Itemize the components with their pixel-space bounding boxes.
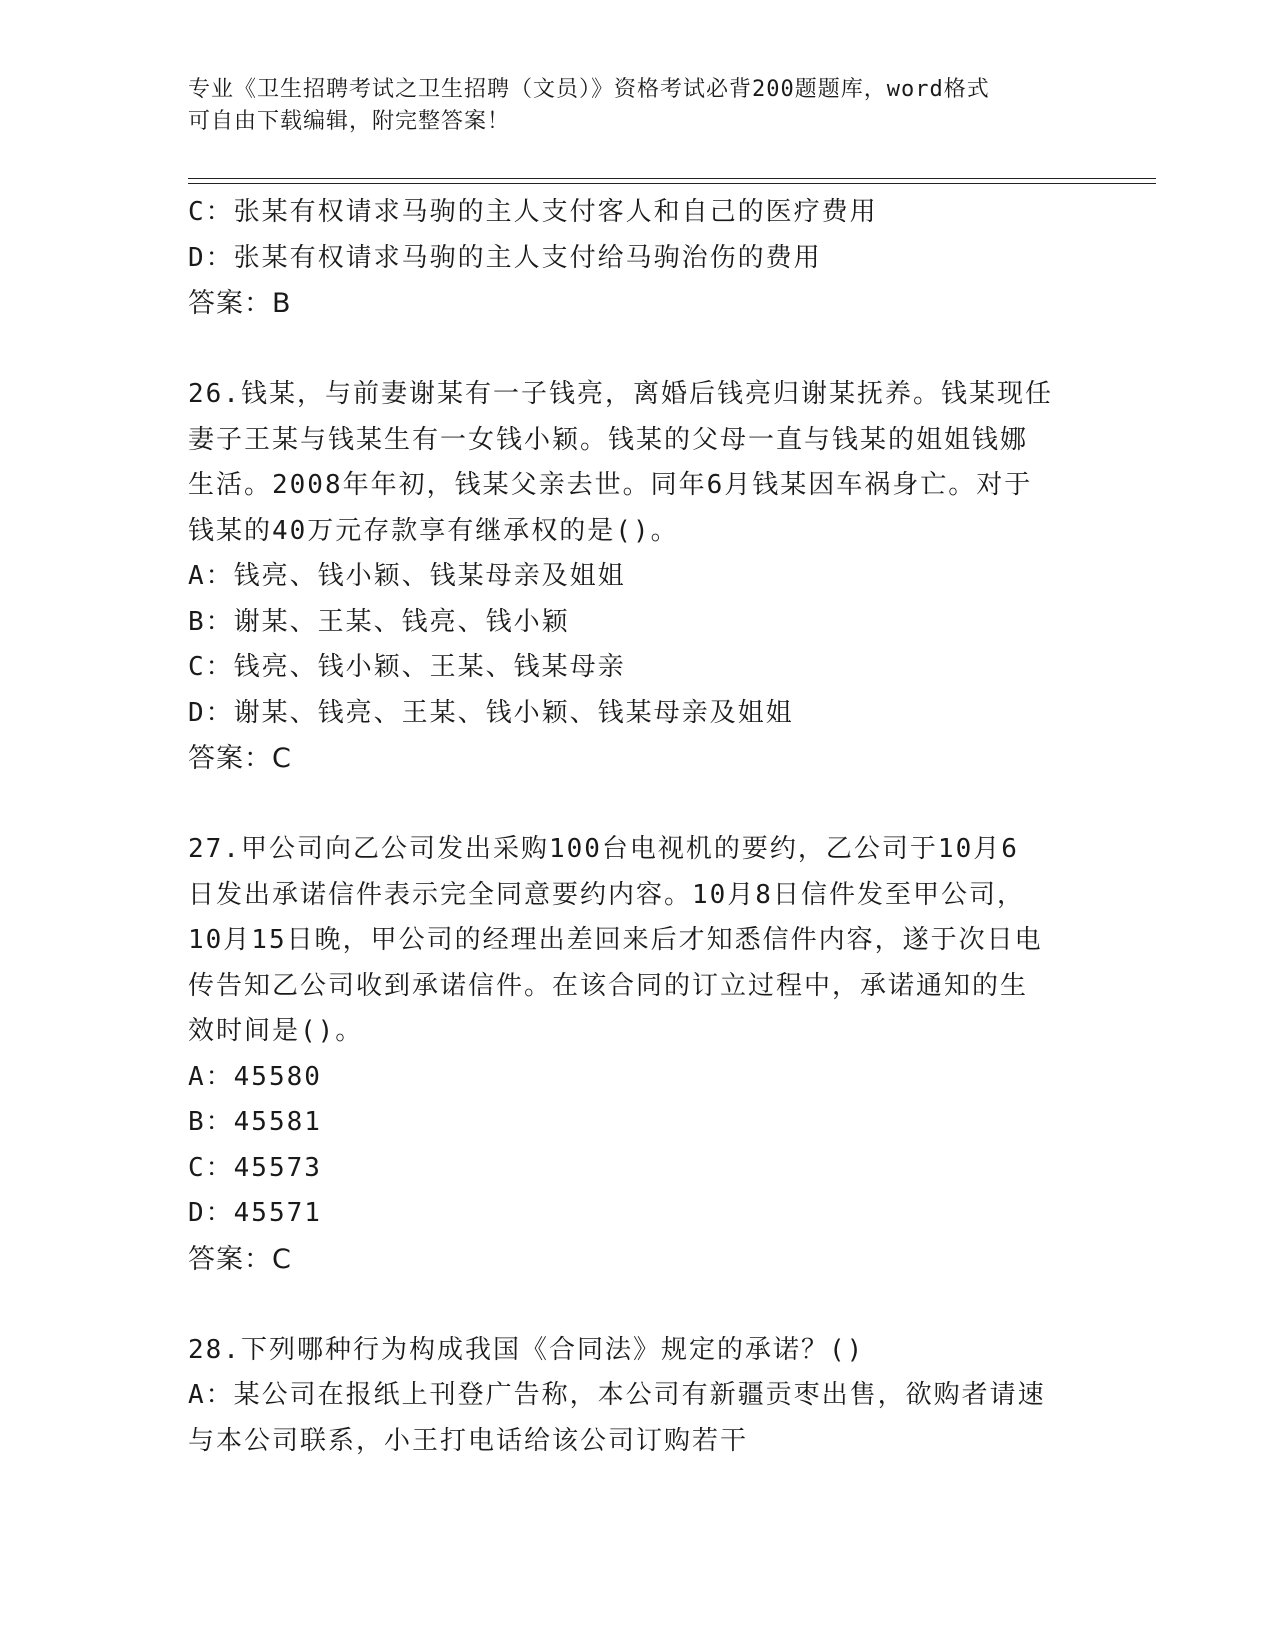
q28-option-a-line-2: 与本公司联系，小王打电话给该公司订购若干 <box>188 1425 749 1456</box>
q26-option-a: A：钱亮、钱小颖、钱某母亲及姐姐 <box>188 561 626 591</box>
q25-answer: 答案：B <box>188 288 292 319</box>
q27-option-c: C：45573 <box>188 1152 322 1183</box>
header-line-2: 可自由下载编辑，附完整答案！ <box>188 109 511 134</box>
spacer <box>188 327 1088 373</box>
q27-option-b: B：45581 <box>188 1107 322 1137</box>
q26-answer: 答案：C <box>188 743 292 774</box>
q26-stem-line-2: 妻子王某与钱某生有一女钱小颖。钱某的父母一直与钱某的姐姐钱娜 <box>188 424 1029 455</box>
q27-stem-line-2: 日发出承诺信件表示完全同意要约内容。10月8日信件发至甲公司， <box>188 879 1025 910</box>
q26-stem-line-4: 钱某的40万元存款享有继承权的是()。 <box>188 515 679 546</box>
q28-option-a-line-1: A：某公司在报纸上刊登广告称，本公司有新疆贡枣出售，欲购者请速 <box>188 1380 1046 1410</box>
q26-stem-line-1: 26.钱某，与前妻谢某有一子钱亮，离婚后钱亮归谢某抚养。钱某现任 <box>188 379 1053 409</box>
q26-option-c: C：钱亮、钱小颖、王某、钱某母亲 <box>188 652 626 682</box>
q26-option-b: B：谢某、王某、钱亮、钱小颖 <box>188 606 570 637</box>
q25-option-d: D：张某有权请求马驹的主人支付给马驹治伤的费用 <box>188 242 822 273</box>
page-header <box>188 74 1108 138</box>
q28-stem-line-1: 28.下列哪种行为构成我国《合同法》规定的承诺？() <box>188 1334 865 1365</box>
q27-option-d: D：45571 <box>188 1198 322 1228</box>
header-line-1: 专业《卫生招聘考试之卫生招聘（文员）》资格考试必背200题题库，word格式 <box>188 77 990 102</box>
q27-stem-line-5: 效时间是()。 <box>188 1016 364 1046</box>
header-divider <box>188 178 1156 184</box>
document-body <box>188 190 1088 1464</box>
q26-stem-line-3: 生活。2008年年初，钱某父亲去世。同年6月钱某因车祸身亡。对于 <box>188 470 1033 500</box>
spacer <box>188 1282 1088 1328</box>
q27-answer: 答案：C <box>188 1243 292 1275</box>
q27-stem-line-1: 27.甲公司向乙公司发出采购100台电视机的要约，乙公司于10月6 <box>188 834 1019 864</box>
q27-stem-line-3: 10月15日晚，甲公司的经理出差回来后才知悉信件内容，遂于次日电 <box>188 925 1043 955</box>
q26-option-d: D：谢某、钱亮、王某、钱小颖、钱某母亲及姐姐 <box>188 697 794 728</box>
q27-option-a: A：45580 <box>188 1061 322 1092</box>
spacer <box>188 782 1088 828</box>
q27-stem-line-4: 传告知乙公司收到承诺信件。在该合同的订立过程中，承诺通知的生 <box>188 970 1029 1001</box>
q25-option-c: C：张某有权请求马驹的主人支付客人和自己的医疗费用 <box>188 197 878 227</box>
